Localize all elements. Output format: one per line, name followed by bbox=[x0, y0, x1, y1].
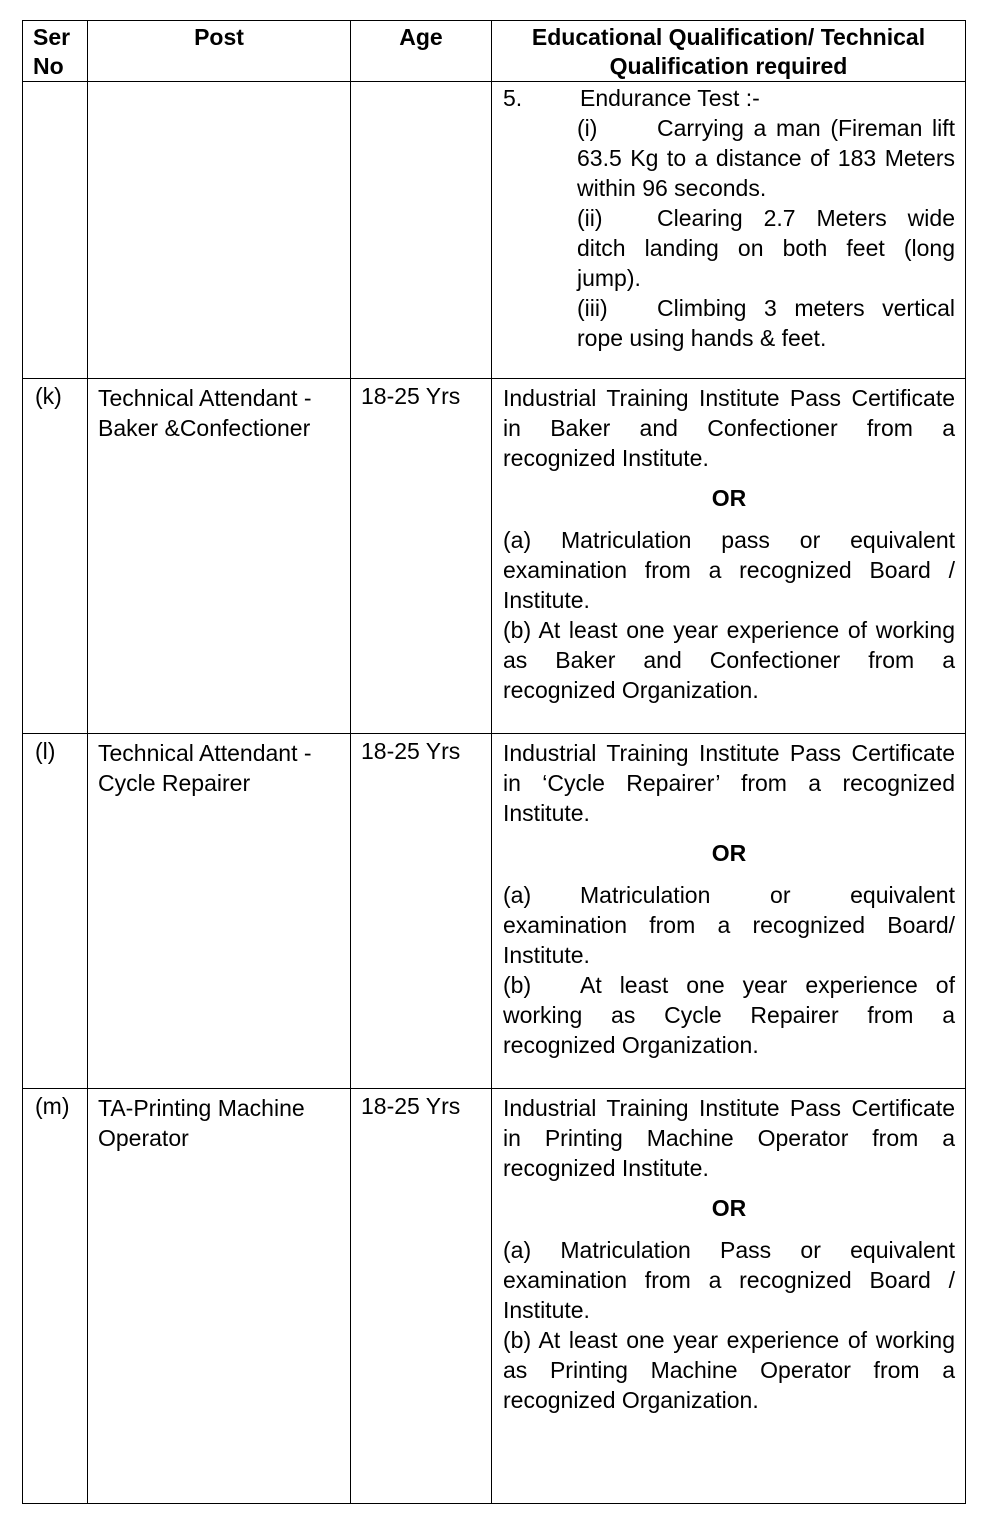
or-separator: OR bbox=[711, 840, 747, 866]
endurance-item bbox=[577, 113, 955, 203]
post-cell: Technical Attendant - Cycle Repairer bbox=[88, 734, 351, 1089]
post-cell: Technical Attendant - Baker &Confectioner bbox=[88, 379, 351, 734]
matriculation-text: Matriculation or equivalent examination from a recognized Board/ Institute. bbox=[503, 882, 955, 968]
experience-text: At least one year experience of working as Cycle Repairer from a recognized Organization. bbox=[503, 972, 955, 1058]
qualification-cell bbox=[492, 1089, 966, 1504]
matriculation-label: (a) bbox=[503, 882, 532, 908]
age-cell: 18-25 Yrs bbox=[351, 1089, 492, 1504]
item-number: 5. bbox=[503, 85, 523, 111]
experience-requirement: (b) At least one year experience of working as Baker and Confectioner from a recognized Organization. bbox=[503, 617, 955, 703]
ser-cell: (l) bbox=[23, 734, 88, 1089]
age-cell: 18-25 Yrs bbox=[351, 734, 492, 1089]
or-separator: OR bbox=[711, 485, 747, 511]
header-qualification: Educational Qualification/ Technical Qualification required bbox=[492, 21, 966, 82]
ser-cell: (k) bbox=[23, 379, 88, 734]
matriculation-requirement bbox=[503, 880, 955, 970]
endurance-item-text: Clearing 2.7 Meters wide ditch landing on both feet (long jump). bbox=[577, 205, 955, 291]
post-cell: TA-Printing Machine Operator bbox=[88, 1089, 351, 1504]
endurance-item-text: Carrying a man (Fireman lift 63.5 Kg to a distance of 183 Meters within 96 seconds. bbox=[577, 115, 955, 201]
matriculation-requirement: (a) Matriculation Pass or equivalent examination from a recognized Board / Institute. bbox=[503, 1237, 955, 1323]
iti-requirement: Industrial Training Institute Pass Certificate in Baker and Confectioner from a recognized Institute. bbox=[503, 385, 955, 471]
endurance-item bbox=[577, 293, 955, 353]
endurance-item bbox=[577, 203, 955, 293]
experience-requirement: (b) At least one year experience of working as Printing Machine Operator from a recognized Organization. bbox=[503, 1327, 955, 1413]
age-cell-empty bbox=[351, 82, 492, 379]
iti-requirement: Industrial Training Institute Pass Certificate in Printing Machine Operator from a recognized Institute. bbox=[503, 1095, 955, 1181]
header-age: Age bbox=[351, 21, 492, 82]
endurance-item-label: (iii) bbox=[577, 295, 608, 321]
table-row-continuation bbox=[23, 82, 966, 379]
ser-cell-empty bbox=[23, 82, 88, 379]
table-row-k bbox=[23, 379, 966, 734]
endurance-test-heading bbox=[503, 83, 955, 113]
header-post: Post bbox=[88, 21, 351, 82]
table-row-m bbox=[23, 1089, 966, 1504]
post-cell-empty bbox=[88, 82, 351, 379]
qualification-cell bbox=[492, 379, 966, 734]
table-row-l bbox=[23, 734, 966, 1089]
qualification-cell bbox=[492, 734, 966, 1089]
iti-requirement: Industrial Training Institute Pass Certificate in ‘Cycle Repairer’ from a recognized Institute. bbox=[503, 740, 955, 826]
matriculation-requirement: (a) Matriculation pass or equivalent examination from a recognized Board / Institute. bbox=[503, 527, 955, 613]
header-row bbox=[23, 21, 966, 82]
endurance-test-title: Endurance Test :- bbox=[580, 85, 760, 111]
experience-label: (b) bbox=[503, 972, 532, 998]
header-ser-no: Ser No bbox=[23, 21, 88, 82]
ser-cell: (m) bbox=[23, 1089, 88, 1504]
experience-requirement bbox=[503, 970, 955, 1060]
endurance-item-label: (ii) bbox=[577, 205, 603, 231]
endurance-item-text: Climbing 3 meters vertical rope using hands & feet. bbox=[577, 295, 955, 351]
age-cell: 18-25 Yrs bbox=[351, 379, 492, 734]
or-separator: OR bbox=[711, 1195, 747, 1221]
document-page bbox=[22, 20, 965, 1504]
endurance-item-label: (i) bbox=[577, 115, 598, 141]
recruitment-table bbox=[22, 20, 966, 1504]
qualification-cell-continuation bbox=[492, 82, 966, 379]
